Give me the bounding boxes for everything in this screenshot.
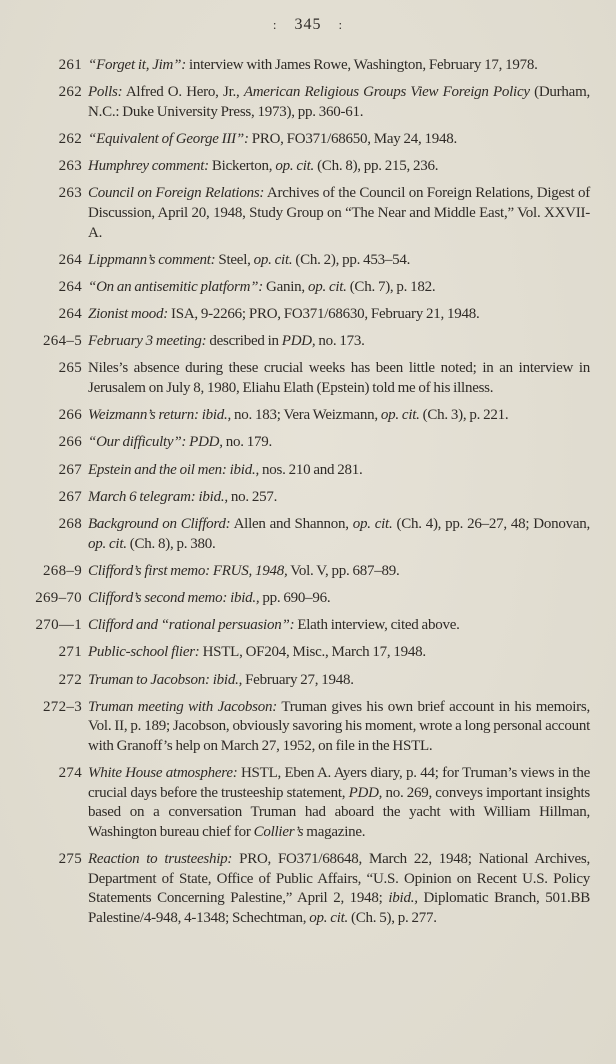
note-entry <box>8 562 590 582</box>
note-segment: Allen and Shannon, <box>230 516 353 532</box>
note-italic-segment: Clifford and “rational persuasion”: <box>88 617 295 634</box>
note-page-reference: 268–9 <box>43 562 82 579</box>
note-segment: pp. 690–96. <box>259 589 331 606</box>
note-segment: HSTL, Eben A. Ayers diary, p. 44; for Truman’s views in the crucial days before the trusteeship statement, <box>88 765 591 801</box>
note-italic-segment: Council on Foreign Relations: <box>88 185 265 202</box>
note-segment: no. 257. <box>227 488 278 505</box>
note-text <box>88 332 590 352</box>
note-entry <box>8 515 590 554</box>
note-text <box>88 671 590 691</box>
note-text <box>88 305 590 325</box>
note-text <box>88 488 590 508</box>
note-segment: HSTL, OF204, Misc., March 17, 1948. <box>199 644 426 661</box>
note-segment: no. 183; Vera Weizmann, <box>231 407 381 424</box>
note-italic-segment: op. cit. <box>275 158 315 175</box>
note-text <box>88 433 590 453</box>
note-text <box>88 515 590 554</box>
note-italic-segment: Truman meeting with Jacobson: <box>88 698 277 715</box>
note-page-reference: 263 <box>58 185 82 202</box>
note-entry <box>8 83 590 122</box>
note-italic-segment: March 6 telegram: ibid., <box>88 488 228 505</box>
note-text <box>88 157 590 177</box>
note-text <box>88 643 590 663</box>
note-segment: (Ch. 5), p. 277. <box>348 909 437 926</box>
note-page-reference: 272 <box>58 671 82 688</box>
note-entry <box>8 184 590 243</box>
note-italic-segment: Zionist mood: <box>88 306 169 323</box>
note-entry <box>8 278 590 298</box>
note-text <box>88 359 590 398</box>
note-segment: Bickerton, <box>208 158 276 175</box>
note-entry <box>8 671 590 691</box>
note-segment: (Durham, N.C.: Duke University Press, 1973), pp. 360-61. <box>88 84 590 120</box>
note-entry <box>8 461 590 481</box>
note-text <box>88 461 590 481</box>
note-text <box>88 251 590 271</box>
note-segment: February 27, 1948. <box>242 671 354 688</box>
note-italic-segment: Clifford’s second memo: ibid., <box>88 589 260 606</box>
note-italic-segment: February 3 meeting: <box>88 333 207 350</box>
note-italic-segment: Epstein and the oil men: ibid., <box>88 461 259 478</box>
note-page-reference: 274 <box>58 765 82 782</box>
note-italic-segment: op. cit. <box>253 251 293 268</box>
note-italic-segment: op. cit. <box>307 278 347 295</box>
note-segment: (Ch. 8), pp. 215, 236. <box>314 158 439 175</box>
note-entry <box>8 56 590 76</box>
note-segment: described in <box>206 333 282 350</box>
note-segment: interview with James Rowe, Washington, February 17, 1978. <box>185 57 538 73</box>
note-segment: (Ch. 2), pp. 453–54. <box>292 251 411 268</box>
note-page-reference: 262 <box>58 84 82 101</box>
note-text <box>88 406 590 426</box>
note-text <box>88 616 590 636</box>
note-segment: Elath interview, cited above. <box>294 617 460 634</box>
note-segment: Archives of the Council on Foreign Relations, Digest of Discussion, April 20, 1948, Study Group on “The Near and Middle East,” Vol. XXVII-A. <box>88 185 591 241</box>
note-segment: (Ch. 4), pp. 26–27, 48; Donovan, <box>392 516 591 532</box>
note-entry <box>8 488 590 508</box>
note-italic-segment: Lippmann’s comment: <box>88 251 216 268</box>
note-italic-segment: Background on Clifford: <box>88 516 231 532</box>
note-text <box>88 562 590 582</box>
note-segment: Alfred O. Hero, Jr., <box>122 84 244 101</box>
note-entry <box>8 332 590 352</box>
note-text <box>88 764 590 842</box>
note-page-reference: 268 <box>58 516 82 532</box>
note-segment: (Ch. 3), p. 221. <box>419 407 509 424</box>
note-text <box>88 589 590 609</box>
note-entry <box>8 305 590 325</box>
note-italic-segment: “Equivalent of George III”: <box>88 130 249 147</box>
note-entry <box>8 406 590 426</box>
note-text <box>88 850 590 928</box>
note-entry <box>8 589 590 609</box>
note-segment: no. 269, conveys important insights based on a conversation Truman had aboard the yacht with William Hillman, Washington bureau chief for <box>88 784 590 840</box>
note-entry <box>8 359 590 398</box>
note-segment: Vol. V, pp. 687–89. <box>287 562 400 579</box>
note-page-reference: 264–5 <box>43 333 82 350</box>
note-segment: no. 173. <box>315 333 365 350</box>
note-italic-segment: Reaction to trusteeship: <box>88 851 233 868</box>
page-header <box>0 16 616 34</box>
note-entry <box>8 698 590 757</box>
note-page-reference: 271 <box>58 644 82 661</box>
note-page-reference: 266 <box>58 434 82 451</box>
note-page-reference: 262 <box>58 130 82 147</box>
note-italic-segment: op. cit. <box>88 535 127 552</box>
note-italic-segment: Weizmann’s return: ibid., <box>88 407 232 424</box>
note-text <box>88 698 590 757</box>
note-segment: Ganin, <box>263 278 308 295</box>
note-text <box>88 278 590 298</box>
note-entry <box>8 643 590 663</box>
note-entry <box>8 433 590 453</box>
note-segment: (Ch. 8), p. 380. <box>126 535 216 552</box>
note-entry <box>8 251 590 271</box>
note-italic-segment: op. cit. <box>309 909 349 926</box>
note-segment: Truman gives his own brief account in his memoirs, Vol. II, p. 189; Jacobson, obviously savoring his moment, wrote a long personal account with Granoff’s help on March 27, 1952, on file in the HSTL. <box>88 698 591 754</box>
note-italic-segment: PDD, <box>348 784 383 801</box>
note-text <box>88 56 590 76</box>
page-number: 345 <box>294 16 322 33</box>
note-segment: Steel, <box>215 251 254 268</box>
note-italic-segment: American Religious Groups View Foreign Policy <box>243 84 530 101</box>
notes-list <box>8 56 590 936</box>
note-italic-segment: “Forget it, Jim”: <box>88 57 186 73</box>
note-entry <box>8 850 590 928</box>
note-page-reference: 264 <box>58 278 82 295</box>
note-segment: PRO, FO371/68648, March 22, 1948; National Archives, Department of State, Office of Public Affairs, “U.S. Opinion on Recent U.S. Policy Statements Concerning Palestine,” April 2, 1948; <box>88 851 590 907</box>
note-page-reference: 269–70 <box>35 589 82 606</box>
note-italic-segment: Polls: <box>88 84 123 101</box>
note-italic-segment: Humphrey comment: <box>88 158 209 175</box>
note-segment: Niles’s absence during these crucial weeks has been little noted; in an interview in Jerusalem on July 8, 1980, Eliahu Elath (Epstein) told me of his illness. <box>88 360 590 397</box>
note-italic-segment: Public-school flier: <box>88 644 200 661</box>
header-ornament-right: : <box>338 17 344 32</box>
note-page-reference: 267 <box>58 488 82 505</box>
note-segment: nos. 210 and 281. <box>258 461 363 478</box>
note-page-reference: 270—1 <box>35 617 82 634</box>
note-italic-segment: ibid., <box>388 890 418 907</box>
note-italic-segment: Clifford’s first memo: FRUS, 1948, <box>88 562 288 579</box>
note-segment: ISA, 9-2266; PRO, FO371/68630, February 21, 1948. <box>168 306 480 323</box>
note-segment: magazine. <box>303 823 366 840</box>
note-page-reference: 275 <box>58 851 82 868</box>
header-ornament-left: : <box>272 17 278 32</box>
note-page-reference: 264 <box>58 306 82 323</box>
note-italic-segment: Collier’s <box>253 823 304 840</box>
note-italic-segment: op. cit. <box>352 516 393 532</box>
note-text <box>88 83 590 122</box>
note-italic-segment: op. cit. <box>380 407 420 424</box>
note-segment: no. 179. <box>222 434 272 451</box>
note-page-reference: 264 <box>58 251 82 268</box>
note-entry <box>8 764 590 842</box>
note-segment: Diplomatic Branch, 501.BB Palestine/4-948, 4-1348; Schechtman, <box>88 890 591 926</box>
note-entry <box>8 616 590 636</box>
note-italic-segment: PDD, <box>281 333 316 350</box>
note-text <box>88 184 590 243</box>
note-page-reference: 265 <box>58 360 82 377</box>
note-page-reference: 272–3 <box>43 698 82 715</box>
note-segment: PRO, FO371/68650, May 24, 1948. <box>248 130 458 147</box>
note-italic-segment: Truman to Jacobson: ibid., <box>88 671 243 688</box>
note-entry <box>8 130 590 150</box>
note-page-reference: 266 <box>58 407 82 424</box>
note-page-reference: 261 <box>58 57 82 73</box>
note-text <box>88 130 590 150</box>
note-italic-segment: “Our difficulty”: PDD, <box>88 434 223 451</box>
note-segment: (Ch. 7), p. 182. <box>346 278 436 295</box>
note-page-reference: 267 <box>58 461 82 478</box>
note-page-reference: 263 <box>58 158 82 175</box>
note-entry <box>8 157 590 177</box>
note-italic-segment: White House atmosphere: <box>88 765 238 782</box>
note-italic-segment: “On an antisemitic platform”: <box>88 278 264 295</box>
